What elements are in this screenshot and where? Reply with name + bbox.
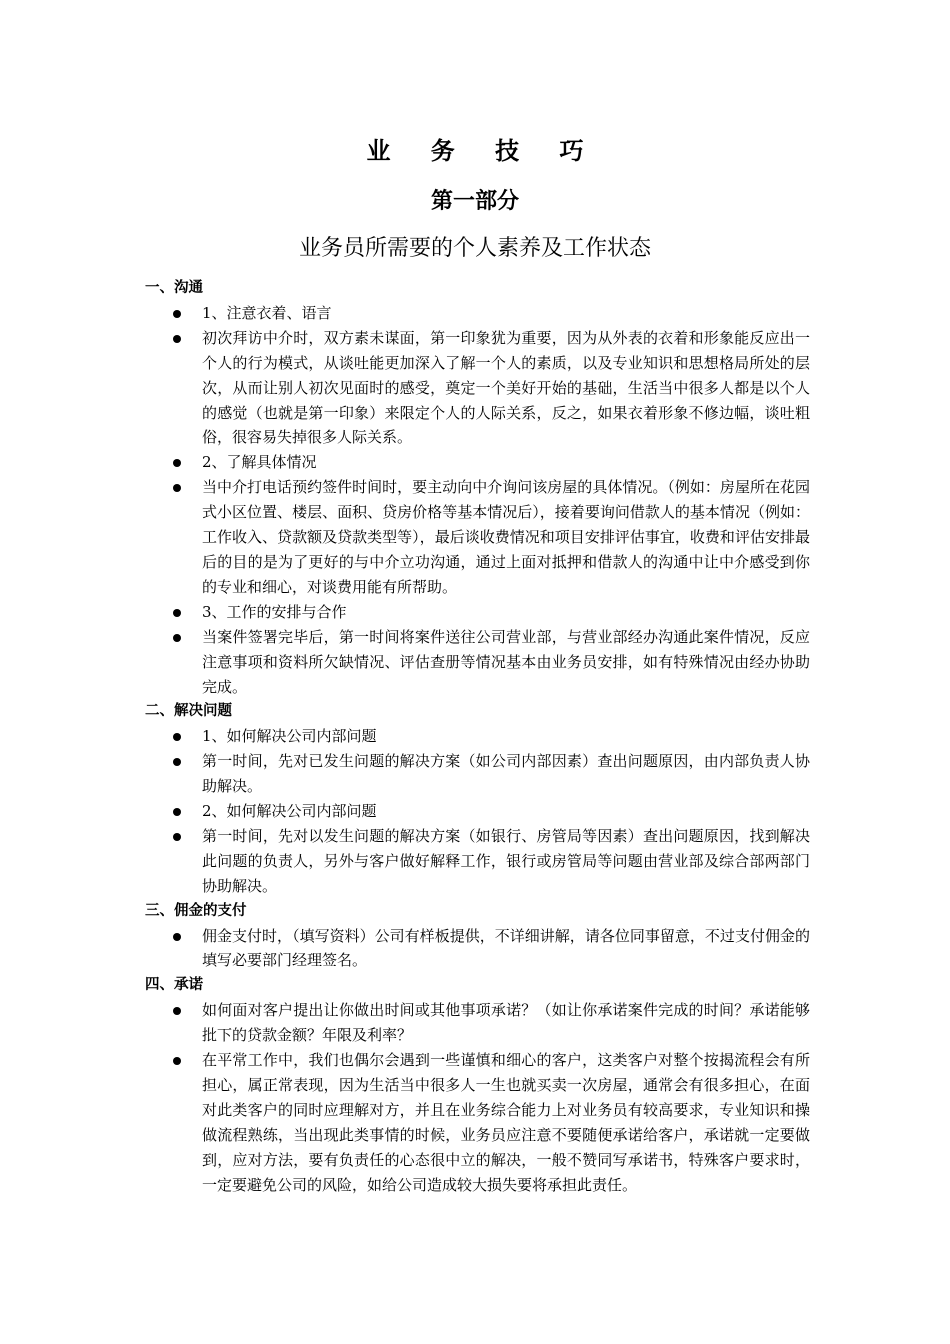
list-item-text: 初次拜访中介时，双方素未谋面，第一印象犹为重要，因为从外表的衣着和形象能反应出一个人的行为模式，从谈吐能更加深入了解一个人的素质，以及专业知识和思想格局所处的层次，从而让别人初次见面时的感受，奠定一个美好开始的基础，生活当中很多人都是以个人的感觉（也就是第一印象）来限定个人的人际关系，反之，如果衣着形象不修边幅，谈吐粗俗，很容易失掉很多人际关系。 — [202, 328, 810, 447]
list-item — [145, 600, 810, 625]
section-communication — [145, 276, 810, 699]
list-item — [145, 301, 810, 326]
list-item — [145, 799, 810, 824]
list-item — [145, 475, 810, 600]
list-item — [145, 924, 810, 974]
section-heading: 二、解决问题 — [145, 703, 232, 720]
list-item — [145, 326, 810, 451]
section-heading: 一、沟通 — [145, 280, 203, 296]
list-item — [145, 998, 810, 1048]
bullet-icon — [173, 808, 181, 816]
bullet-icon — [173, 634, 181, 642]
list-item — [145, 625, 810, 700]
list-item-text: 当中介打电话预约签件时间时，要主动向中介询问该房屋的具体情况。（例如：房屋所在花园式小区位置、楼层、面积、贷房价格等基本情况后），接着要询问借款人的基本情况（例如：工作收入、贷款额及贷款类型等），最后谈收费情况和项目安排评估事宜，收费和评估安排最后的目的是为了更好的与中介立功沟通，通过上面对抵押和借款人的沟通中让中介感受到你的专业和细心，对谈费用能有所帮助。 — [202, 478, 810, 596]
bullet-icon — [173, 609, 181, 617]
list-item-text: 1、注意衣着、语言 — [202, 303, 332, 322]
list-item — [145, 724, 810, 749]
list-item — [145, 1048, 810, 1197]
bullet-icon — [173, 733, 181, 741]
section-commission — [145, 899, 810, 974]
bullet-icon — [173, 1057, 181, 1065]
list-item-text: 第一时间，先对以发生问题的解决方案（如银行、房管局等因素）查出问题原因，找到解决此问题的负责人，另外与客户做好解释工作，银行或房管局等问题由营业部及综合部两部门协助解决。 — [202, 826, 810, 895]
bullet-icon — [173, 758, 181, 766]
list-item-text: 1、如何解决公司内部问题 — [202, 727, 377, 746]
document-title: 业 务 技 巧 — [366, 136, 600, 165]
list-item-text: 当案件签署完毕后，第一时间将案件送往公司营业部，与营业部经办沟通此案件情况，反应注意事项和资料所欠缺情况、评估查册等情况基本由业务员安排，如有特殊情况由经办协助完成。 — [202, 627, 810, 696]
list-item-text: 2、如何解决公司内部问题 — [202, 802, 377, 821]
list-item-text: 3、工作的安排与合作 — [202, 602, 347, 621]
bullet-icon — [173, 1007, 181, 1015]
list-item-text: 第一时间，先对已发生问题的解决方案（如公司内部因素）查出问题原因，由内部负责人协助解决。 — [202, 752, 810, 796]
list-item-text: 佣金支付时，（填写资料）公司有样板提供，不详细讲解，请各位同事留意，不过支付佣金的填写必要部门经理签名。 — [202, 926, 810, 970]
section-problem-solving — [145, 699, 810, 898]
bullet-icon — [173, 933, 181, 941]
list-item-text: 2、了解具体情况 — [202, 453, 317, 472]
list-item-text: 如何面对客户提出让你做出时间或其他事项承诺？（如让你承诺案件完成的时间？承诺能够批下的贷款金额？年限及利率？ — [202, 1001, 810, 1045]
bullet-icon — [173, 310, 181, 318]
bullet-icon — [173, 459, 181, 467]
section-heading: 四、承诺 — [145, 977, 203, 994]
list-item-text: 在平常工作中，我们也偶尔会遇到一些谨慎和细心的客户，这类客户对整个按揭流程会有所担心，属正常表现，因为生活当中很多人一生也就买卖一次房屋，通常会有很多担心，在面对此类客户的同时应理解对方，并且在业务综合能力上对业务员有较高要求，专业知识和操做流程熟练，当出现此类事情的时候，业务员应注意不要随便承诺给客户，承诺就一定要做到，应对方法，要有负责任的心态很中立的解决，一般不赞同写承诺书，特殊客户要求时，一定要避免公司的风险，如给公司造成较大损失要将承担此责任。 — [202, 1051, 810, 1194]
section-promise — [145, 973, 810, 1197]
bullet-icon — [173, 833, 181, 841]
bullet-list — [145, 301, 810, 700]
bullet-list — [145, 724, 810, 898]
bullet-list — [145, 998, 810, 1197]
bullet-icon — [173, 484, 181, 492]
bullet-list — [145, 924, 810, 974]
document-body — [145, 276, 810, 1198]
list-item — [145, 824, 810, 899]
bullet-icon — [173, 335, 181, 343]
document-subtitle: 业务员所需要的个人素养及工作状态 — [298, 236, 651, 261]
list-item — [145, 450, 810, 475]
section-heading: 三、佣金的支付 — [145, 902, 247, 919]
list-item — [145, 749, 810, 799]
part-heading: 第一部分 — [430, 188, 519, 214]
